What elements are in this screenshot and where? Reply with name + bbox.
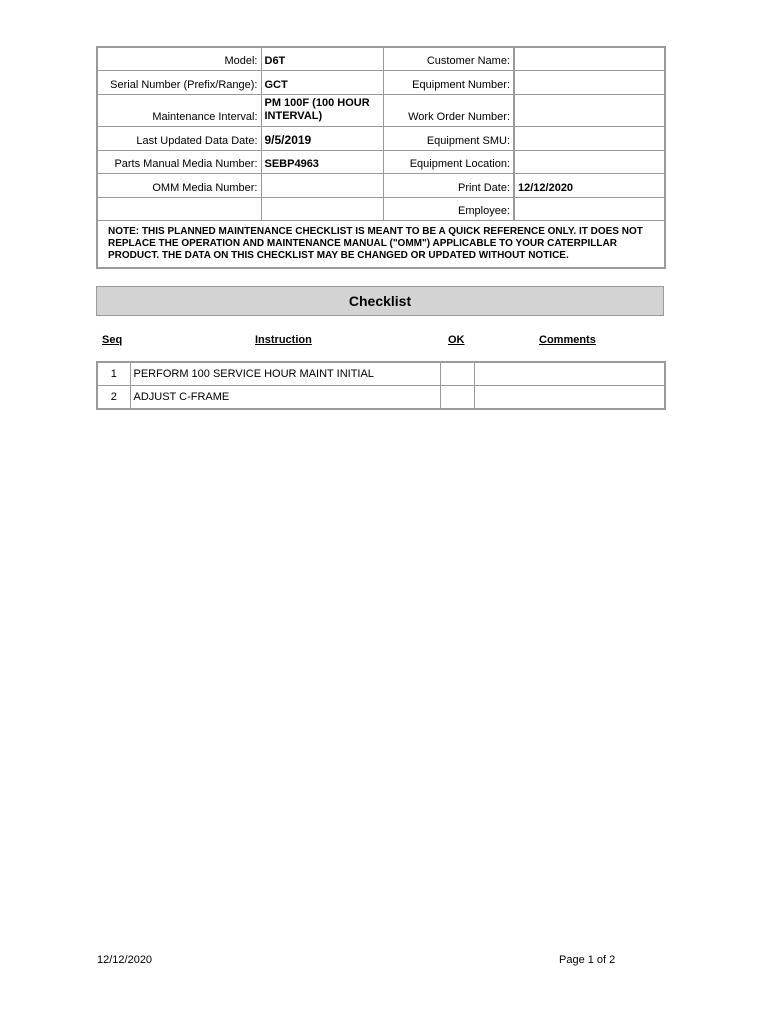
model-value: D6T: [261, 47, 383, 70]
omm-media-number-value: [261, 173, 383, 197]
print-date-value: 12/12/2020: [514, 173, 665, 197]
comments-column-header: Comments: [539, 334, 596, 346]
checklist-title: Checklist: [96, 286, 664, 316]
row-ok-checkbox[interactable]: [440, 386, 474, 410]
disclaimer-note: NOTE: THIS PLANNED MAINTENANCE CHECKLIST IS MEANT TO BE A QUICK REFERENCE ONLY. IT DOES NOT REPLACE THE OPERATION AND MAINTENANCE MANUAL ("OMM") APPLICABLE TO YOUR CATERPILLAR PRODUCT. THE DATA ON THIS CHECKLIST MAY BE CHANGED OR UPDATED WITHOUT NOTICE.: [97, 220, 665, 268]
equipment-number-value: [514, 70, 665, 94]
omm-media-number-label: OMM Media Number:: [97, 173, 261, 197]
parts-manual-value: SEBP4963: [261, 150, 383, 173]
work-order-number-label: Work Order Number:: [383, 94, 514, 126]
print-date-label: Print Date:: [383, 173, 514, 197]
checklist-table: [96, 361, 666, 410]
row-seq: 1: [97, 362, 130, 386]
equipment-location-label: Equipment Location:: [383, 150, 514, 173]
table-row: [97, 386, 665, 410]
equipment-info-table: [96, 46, 666, 269]
seq-column-header: Seq: [102, 334, 123, 346]
row-ok-checkbox[interactable]: [440, 362, 474, 386]
maintenance-interval-label: Maintenance Interval:: [97, 94, 261, 126]
row-instruction: ADJUST C-FRAME: [130, 386, 440, 410]
customer-name-label: Customer Name:: [383, 47, 514, 70]
row-seq: 2: [97, 386, 130, 410]
last-updated-value: 9/5/2019: [261, 126, 383, 150]
row-comments-field[interactable]: [474, 386, 665, 410]
employee-label: Employee:: [383, 197, 514, 220]
employee-value: [514, 197, 665, 220]
work-order-number-value: [514, 94, 665, 126]
equipment-smu-label: Equipment SMU:: [383, 126, 514, 150]
footer-page-number: Page 1 of 2: [559, 954, 616, 966]
empty-label-cell: [97, 197, 261, 220]
equipment-number-label: Equipment Number:: [383, 70, 514, 94]
model-label: Model:: [97, 47, 261, 70]
instruction-column-header: Instruction: [255, 334, 312, 346]
equipment-smu-value: [514, 126, 665, 150]
empty-value-cell: [261, 197, 383, 220]
footer-date: 12/12/2020: [97, 954, 153, 966]
serial-number-value: GCT: [261, 70, 383, 94]
customer-name-value: [514, 47, 665, 70]
equipment-location-value: [514, 150, 665, 173]
table-row: [97, 362, 665, 386]
maintenance-interval-value: PM 100F (100 HOUR INTERVAL): [261, 94, 383, 126]
ok-column-header: OK: [448, 334, 465, 346]
last-updated-label: Last Updated Data Date:: [97, 126, 261, 150]
row-instruction: PERFORM 100 SERVICE HOUR MAINT INITIAL: [130, 362, 440, 386]
serial-number-label: Serial Number (Prefix/Range):: [97, 70, 261, 94]
parts-manual-label: Parts Manual Media Number:: [97, 150, 261, 173]
row-comments-field[interactable]: [474, 362, 665, 386]
